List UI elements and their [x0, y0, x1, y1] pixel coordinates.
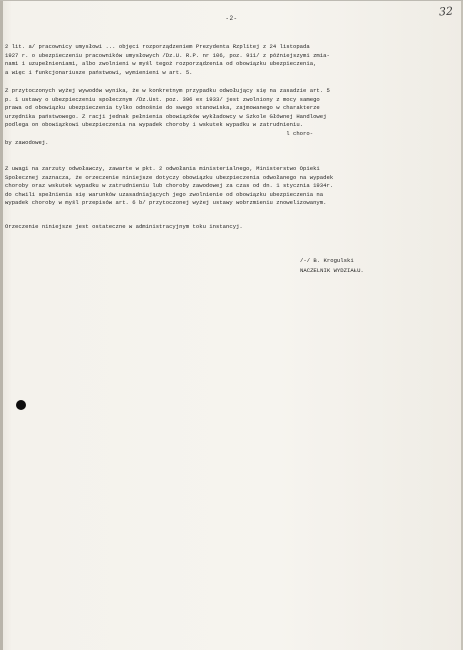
- page-left-edge: [0, 1, 3, 650]
- paragraph-conclusion: Z przytoczonych wyżej wywodów wynika, że w konkretnym przypadku odwołujący się na zasadzie art. 5 p. 1 ustawy o ubezpieczeniu społecznym /Dz.Ust. poz. 396 ex 1933/ jest zwolniony z mocy samego prawa od obowiązku ubezpieczenia tylko odnośnie do swego stanowiska, zajmowanego w charakterze urzędnika państwowego. Z racji jednak pełnienia obowiązków wykładowcy w Szkole Głównej Handlowej podlega on obowiązkowi ubezpieczenia na wypadek choroby i wskutek wypadku w zatrudnieniu. l choro- by zawodowej.: [5, 87, 330, 146]
- handwritten-folio-number: 32: [438, 4, 454, 19]
- page-number: -2-: [225, 15, 238, 22]
- signatory-title: NACZELNIK WYDZIAŁU.: [300, 267, 364, 274]
- paragraph-finality: Orzeczenie niniejsze jest ostateczne w administracyjnym toku instancyj.: [5, 223, 243, 230]
- paragraph-scope-continuation: 2 lit. a/ pracownicy umysłowi ... objęci rozporządzeniem Prezydenta Rzplitej z 24 listopada 1927 r. o ubezpieczeniu pracowników umysłowych /Dz.U. R.P. nr 106, poz. 911/ z późniejszymi zmia- nami i uzupełnieniami, albo zwolnieni w myśl tegoż rozporządzenia od obowiązku ubezpieczenia, a więc i funkcjonariusze państwowi, wymienieni w art. 5.: [5, 43, 330, 76]
- punch-hole: [16, 400, 26, 410]
- paragraph-ministry-remark: Z uwagi na zarzuty odwoławczy, zawarte w pkt. 2 odwołania ministerialnego, Ministerstwo Opieki Społecznej zaznacza, że orzeczenie niniejsze dotyczy obowiązku ubezpieczenia odwołanego na wypadek choroby oraz wskutek wypadku w zatrudnieniu lub choroby zawodowej za czas od dn. 1 stycznia 1934r. do chwili spełnienia się warunków uzasadniających jego zwolnienie od obowiązku ubezpieczenia na wypadek choroby w myśl przepisów art. 6 b/ przytoczonej wyżej ustawy wobrzmieniu znowelizowanym.: [5, 165, 334, 207]
- signatory-name: /-/ B. Krogulski: [300, 257, 354, 264]
- signature-block: [300, 256, 364, 276]
